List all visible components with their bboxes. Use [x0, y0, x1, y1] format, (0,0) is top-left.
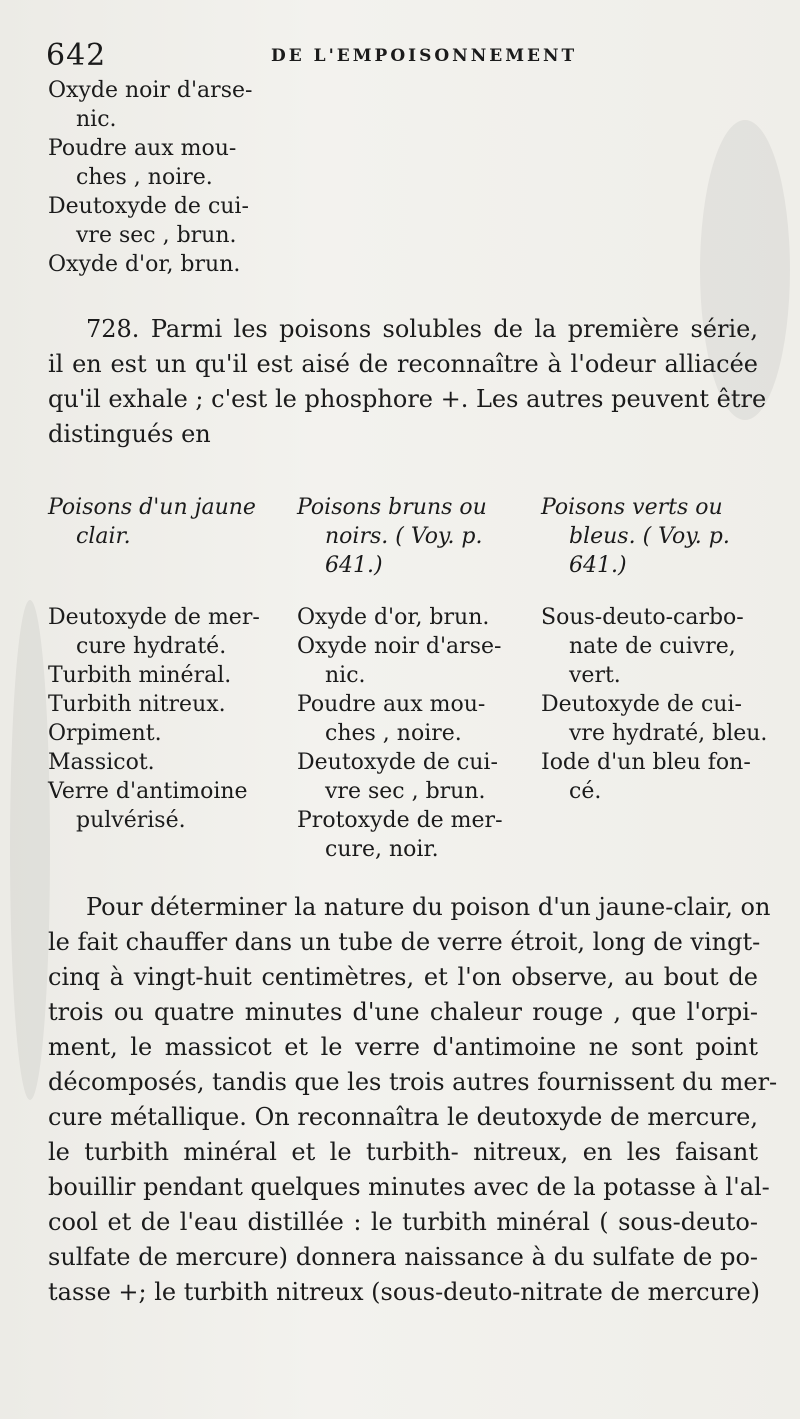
text-line: Massicot. — [48, 750, 155, 775]
text-line: Sous-deuto-carbo- — [541, 605, 744, 630]
text-line: le fait chauffer dans un tube de verre étroit, long de vingt- — [48, 928, 761, 956]
text-line: Protoxyde de mer- — [297, 808, 503, 833]
text-line: Poudre aux mou- — [48, 136, 237, 161]
text-line: bleus. ( Voy. p. — [569, 524, 730, 549]
text-line: Pour déterminer la nature du poison d'un jaune-clair, on — [86, 893, 771, 921]
text-line: bouillir pendant quelques minutes avec de la potasse à l'al- — [48, 1173, 770, 1201]
text-line: cool et de l'eau distillée : le turbith minéral ( sous-deuto- — [48, 1208, 758, 1236]
text-line: Deutoxyde de cui- — [297, 750, 498, 775]
text-line: Verre d'antimoine — [48, 779, 248, 804]
text-line: Deutoxyde de cui- — [541, 692, 742, 717]
page-number: 642 — [46, 38, 107, 73]
list-item — [541, 748, 773, 806]
text-line: sulfate de mercure) donnera naissance à du sulfate de po- — [48, 1243, 758, 1271]
text-line: cure hydraté. — [76, 634, 227, 659]
text-line: le turbith minéral et le turbith- nitreux, en les faisant — [48, 1138, 758, 1166]
text-line: Oxyde noir d'arse- — [48, 78, 253, 103]
text-line: nate de cuivre, — [569, 634, 736, 659]
text-line: Poisons d'un jaune — [48, 495, 256, 520]
column-green-blue-poisons — [541, 493, 773, 806]
list-item — [541, 690, 773, 748]
text-line: Oxyde noir d'arse- — [297, 634, 502, 659]
text-line: Deutoxyde de cui- — [48, 194, 249, 219]
text-line: pulvérisé. — [76, 808, 186, 833]
paragraph-728 — [48, 312, 767, 452]
text-line: distingués en — [48, 420, 211, 448]
text-line: ches , noire. — [76, 165, 213, 190]
text-line: vre hydraté, bleu. — [569, 721, 768, 746]
text-line: Turbith minéral. — [48, 663, 232, 688]
list-item — [48, 661, 280, 690]
column-yellow-poisons — [48, 493, 280, 835]
text-line: cé. — [569, 779, 602, 804]
text-line: cure, noir. — [325, 837, 439, 862]
text-line: Turbith nitreux. — [48, 692, 226, 717]
list-item — [48, 76, 288, 134]
text-line: ches , noire. — [325, 721, 462, 746]
text-line: 728. Parmi les poisons solubles de la première série, — [86, 315, 758, 343]
list-item — [48, 603, 280, 661]
text-line: vre sec , brun. — [76, 223, 237, 248]
list-item — [297, 748, 529, 806]
text-line: Poudre aux mou- — [297, 692, 486, 717]
list-item — [48, 719, 280, 748]
text-line: 641.) — [569, 553, 627, 578]
text-line: Deutoxyde de mer- — [48, 605, 260, 630]
text-line: vre sec , brun. — [325, 779, 486, 804]
list-item — [48, 748, 280, 777]
text-line: 641.) — [325, 553, 383, 578]
text-line: Iode d'un bleu fon- — [541, 750, 751, 775]
column-heading — [48, 493, 280, 603]
text-line: il en est un qu'il est aisé de reconnaître à l'odeur alliacée — [48, 350, 758, 378]
list-item — [48, 250, 288, 279]
text-line: tasse +; le turbith nitreux (sous-deuto-nitrate de mercure) — [48, 1278, 761, 1306]
text-line: vert. — [569, 663, 621, 688]
paragraph-yellow-analysis — [48, 890, 778, 1310]
list-item — [297, 806, 529, 864]
column-heading — [541, 493, 773, 603]
top-list — [48, 76, 288, 279]
text-line: décomposés, tandis que les trois autres fournissent du mer- — [48, 1068, 778, 1096]
column-brown-black-poisons — [297, 493, 529, 864]
text-line: cinq à vingt-huit centimètres, et l'on observe, au bout de — [48, 963, 758, 991]
list-item — [48, 192, 288, 250]
text-line: trois ou quatre minutes d'une chaleur rouge , que l'orpi- — [48, 998, 758, 1026]
list-item — [48, 134, 288, 192]
text-line: Poisons verts ou — [541, 495, 723, 520]
text-line: Orpiment. — [48, 721, 162, 746]
text-line: Oxyde d'or, brun. — [48, 252, 241, 277]
text-line: ment, le massicot et le verre d'antimoine ne sont point — [48, 1033, 758, 1061]
list-item — [297, 690, 529, 748]
list-item — [541, 603, 773, 690]
text-line: Oxyde d'or, brun. — [297, 605, 490, 630]
text-line: nic. — [76, 107, 117, 132]
page-header — [46, 38, 756, 78]
text-line: nic. — [325, 663, 366, 688]
text-line: noirs. ( Voy. p. — [325, 524, 483, 549]
list-item — [48, 777, 280, 835]
text-line: qu'il exhale ; c'est le phosphore +. Les autres peuvent être — [48, 385, 767, 413]
list-item — [48, 690, 280, 719]
column-heading — [297, 493, 529, 603]
text-line: clair. — [76, 524, 131, 549]
text-line: Poisons bruns ou — [297, 495, 487, 520]
list-item — [297, 632, 529, 690]
list-item — [297, 603, 529, 632]
page-stain — [10, 600, 50, 1100]
text-line: cure métallique. On reconnaîtra le deutoxyde de mercure, — [48, 1103, 758, 1131]
running-title: DE L'EMPOISONNEMENT — [271, 46, 578, 66]
